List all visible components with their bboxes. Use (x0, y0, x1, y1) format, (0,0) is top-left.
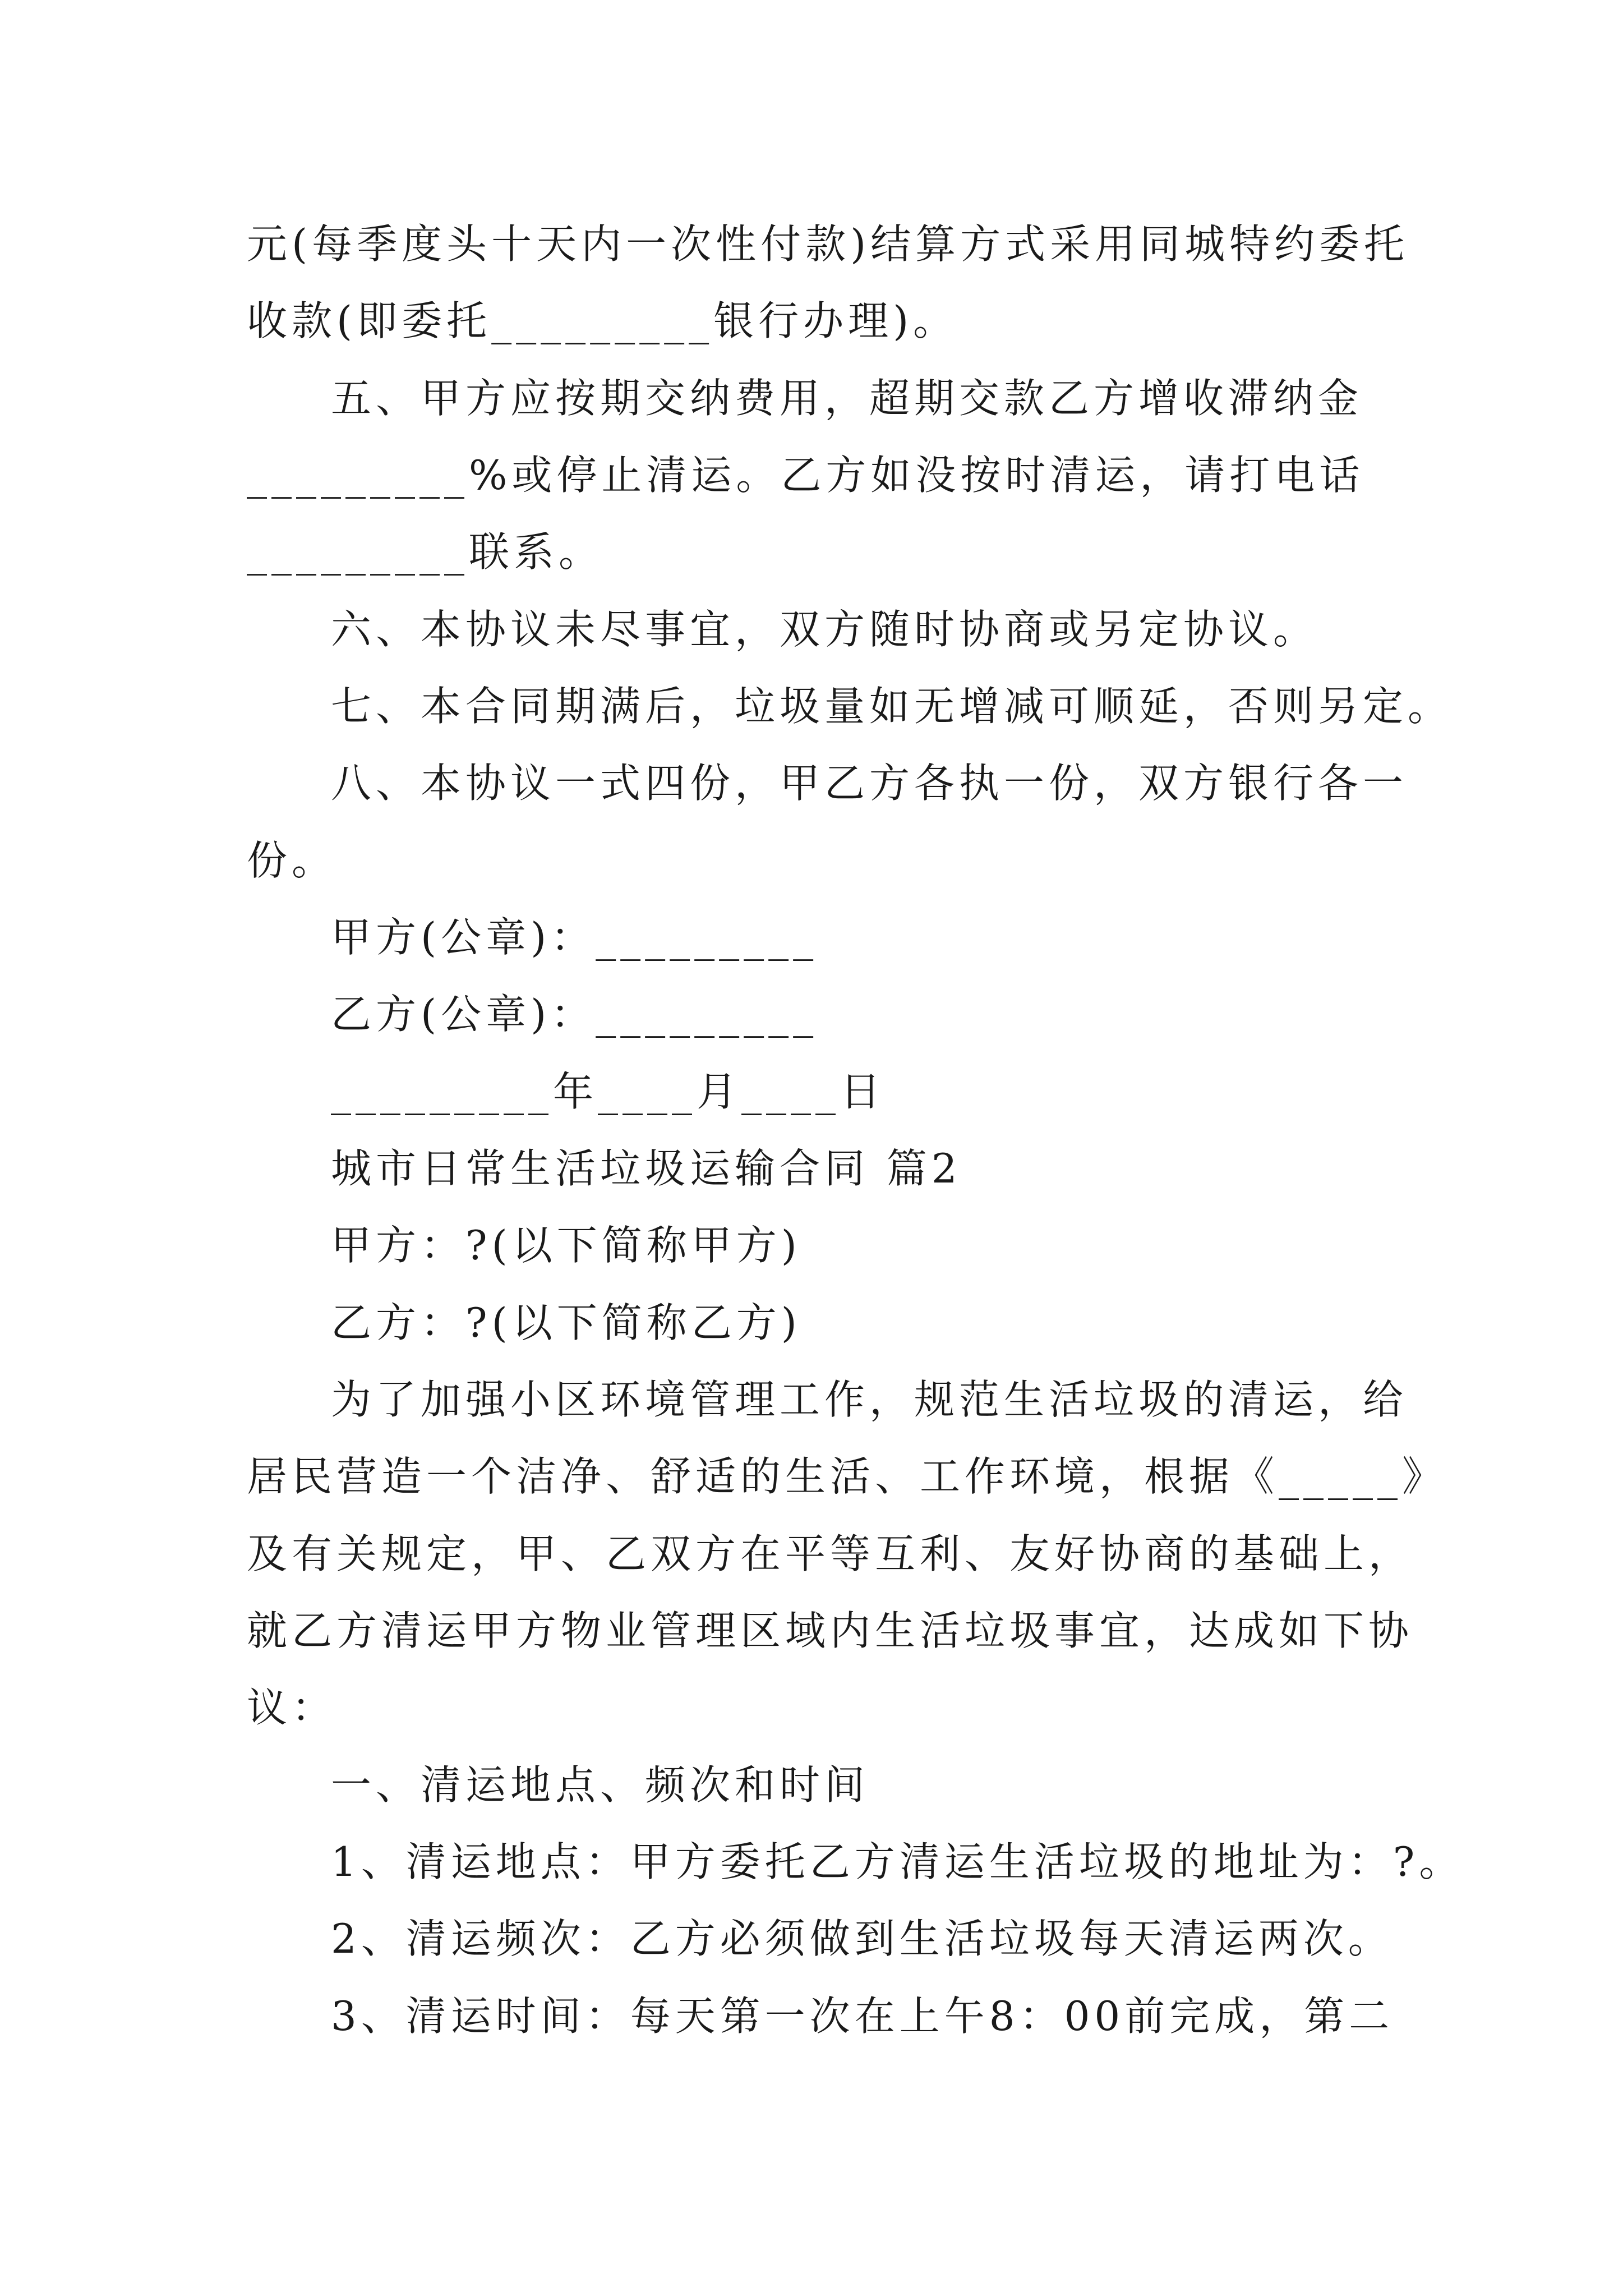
signature-line-party-b: 乙方(公章)：_________ (331, 991, 818, 1038)
date-line: _________年____月____日 (331, 1068, 885, 1115)
text-line: 1、清运地点：甲方委托乙方清运生活垃圾的地址为：?。 (331, 1838, 1464, 1885)
text-line: _________%或停止清运。乙方如没按时清运，请打电话 (247, 452, 1364, 499)
text-line: 份。 (247, 837, 337, 884)
text-line: 居民营造一个洁净、舒适的生活、工作环境，根据《_____》 (247, 1453, 1447, 1500)
text-line: 六、本协议未尽事宜，双方随时协商或另定协议。 (331, 606, 1318, 653)
text-line: 收款(即委托_________银行办理)。 (247, 297, 958, 344)
signature-line-party-a: 甲方(公章)：_________ (331, 914, 818, 961)
text-line: 八、本协议一式四份，甲乙方各执一份，双方银行各一 (331, 760, 1408, 807)
text-line: 五、甲方应按期交纳费用，超期交款乙方增收滞纳金 (331, 375, 1363, 422)
text-line: 乙方：?(以下简称乙方) (331, 1299, 801, 1346)
text-line: 议： (247, 1684, 337, 1731)
section-title: 城市日常生活垃圾运输合同 篇2 (331, 1145, 962, 1192)
text-line: 甲方：?(以下简称甲方) (331, 1222, 801, 1269)
text-line: 七、本合同期满后，垃圾量如无增减可顺延，否则另定。 (331, 683, 1453, 730)
text-line: 2、清运频次：乙方必须做到生活垃圾每天清运两次。 (331, 1915, 1393, 1962)
text-line: 就乙方清运甲方物业管理区域内生活垃圾事宜，达成如下协 (247, 1607, 1414, 1654)
text-line: 为了加强小区环境管理工作，规范生活垃圾的清运，给 (331, 1376, 1408, 1423)
text-line: 及有关规定，甲、乙双方在平等互利、友好协商的基础上， (247, 1530, 1414, 1577)
text-line: 3、清运时间：每天第一次在上午8：00前完成，第二 (331, 1993, 1394, 2040)
text-line: 元(每季度头十天内一次性付款)结算方式采用同城特约委托 (247, 220, 1409, 268)
text-line: _________联系。 (247, 528, 604, 576)
text-line: 一、清运地点、频次和时间 (331, 1761, 870, 1809)
